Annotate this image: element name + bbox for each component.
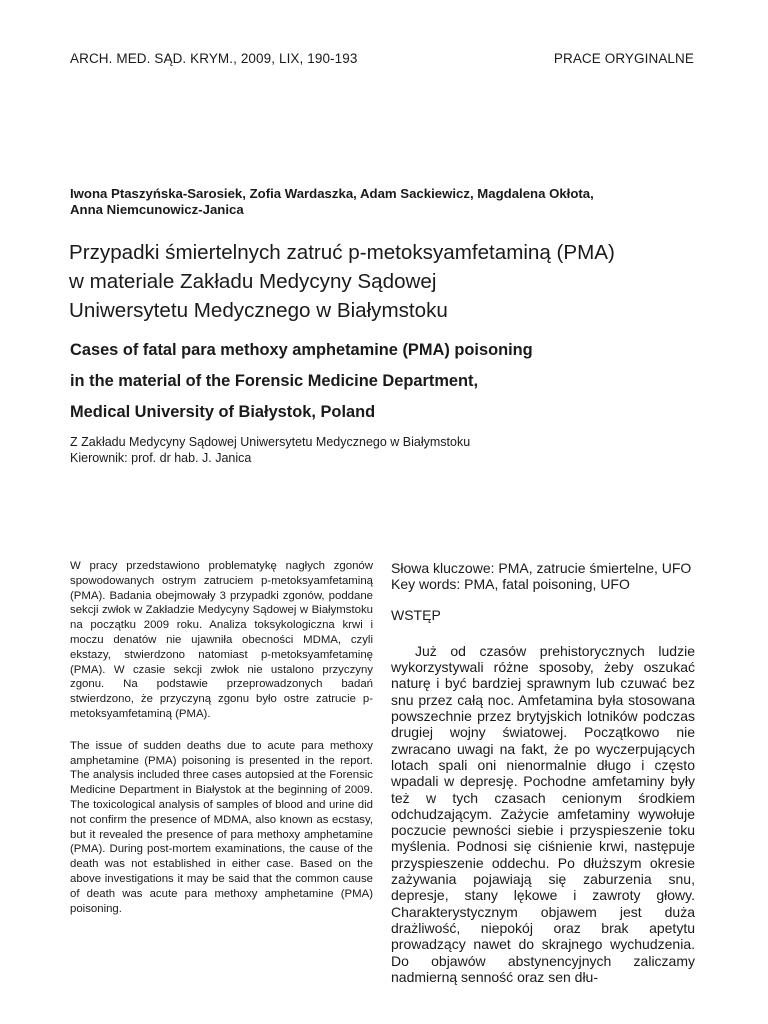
title-polish-line: w materiale Zakładu Medycyny Sądowej xyxy=(69,270,437,293)
running-header xyxy=(70,51,694,66)
abstract-english: The issue of sudden deaths due to acute para methoxy amphetamine (PMA) poisoning is presented in the report. The analysis included three cases autopsied at the Forensic Medicine Department in Białystok at the beginning of 2009. The toxicological analysis of samples of blood and urine did not confirm the presence of MDMA, also known as ecstasy, but it revealed the presence of para methoxy amphetamine (PMA). During post-mortem examinations, the cause of the death was not established in either case. Based on the above investigations it may be said that the common cause of death was acute para methoxy amphetamine (PMA) poisoning. xyxy=(70,739,373,915)
title-english-line: Medical University of Białystok, Poland xyxy=(70,403,376,421)
title-polish-line: Przypadki śmiertelnych zatruć p-metoksyamfetaminą (PMA) xyxy=(69,241,615,264)
title-polish xyxy=(69,238,729,325)
abstract-column xyxy=(70,559,373,933)
author-list xyxy=(70,186,710,218)
abstract-polish: W pracy przedstawiono problematykę nagłych zgonów spowodowanych ostrym zatruciem p-metoksyamfetaminą (PMA). Badania obejmowały 3 przypadki zgonów, poddane sekcji zwłok w Zakładzie Medycyny Sądowej w Białymstoku na początku 2009 roku. Analiza toksykologiczna krwi i moczu denatów nie ujawniła obecności MDMA, czyli ekstazy, stwierdzono natomiast p-metoksyamfetaminę (PMA). W czasie sekcji zwłok nie ustalono przyczyny zgonu. Na podstawie przeprowadzonych badań stwierdzono, że przyczyną zgonu było ostre zatrucie p-metoksyamfetaminą (PMA). xyxy=(70,560,373,720)
body-column xyxy=(391,560,695,985)
title-english xyxy=(70,335,730,428)
journal-citation: ARCH. MED. SĄD. KRYM., 2009, LIX, 190-193 xyxy=(70,51,358,66)
affiliation-head: Kierownik: prof. dr hab. J. Janica xyxy=(70,451,252,465)
section-label: PRACE ORYGINALNE xyxy=(553,51,694,66)
section-heading-intro: WSTĘP xyxy=(391,606,441,623)
keywords-english: Key words: PMA, fatal poisoning, UFO xyxy=(391,576,630,593)
title-english-line: Cases of fatal para methoxy amphetamine (PMA) poisoning xyxy=(70,341,533,359)
title-english-line: in the material of the Forensic Medicine Department, xyxy=(70,372,479,390)
authors-line: Iwona Ptaszyńska-Sarosiek, Zofia Wardaszka, Adam Sackiewicz, Magdalena Okłota, xyxy=(70,186,594,201)
affiliation-block xyxy=(70,434,710,466)
intro-paragraph: Już od czasów prehistorycznych ludzie wykorzystywali różne sposoby, żeby oszukać naturę i być bardziej sprawnym lub czuwać bez snu przez całą noc. Amfetamina była stosowana powszechnie przez brytyjskich lotników podczas drugiej wojny światowej. Początkowo nie zwracano uwagi na fakt, że po wyczerpujących lotach spali oni nienormalnie długo i często wpadali w depresję. Pochodne amfetaminy były też w tych czasach cenionym środkiem odchudzającym. Zażycie amfetaminy wywołuje poczucie pewności siebie i przyspieszenie toku myślenia. Podnosi się ciśnienie krwi, następuje przyspieszenie oddechu. Po dłuższym okresie zażywania pojawiają się zaburzenia snu, depresje, stany lękowe i zawroty głowy. Charakterystycznym objawem jest duża drażliwość, niepokój oraz brak apetytu prowadzący nawet do skrajnego wychudzenia. Do objawów abstynencyjnych zaliczamy nadmierną senność oraz sen dłu- xyxy=(391,642,695,985)
affiliation-institution: Z Zakładu Medycyny Sądowej Uniwersytetu Medycznego w Białymstoku xyxy=(70,435,471,449)
keywords-block xyxy=(391,560,695,593)
keywords-polish: Słowa kluczowe: PMA, zatrucie śmiertelne, UFO xyxy=(391,560,692,576)
authors-line: Anna Niemcunowicz-Janica xyxy=(70,202,244,217)
title-polish-line: Uniwersytetu Medycznego w Białymstoku xyxy=(69,299,448,322)
